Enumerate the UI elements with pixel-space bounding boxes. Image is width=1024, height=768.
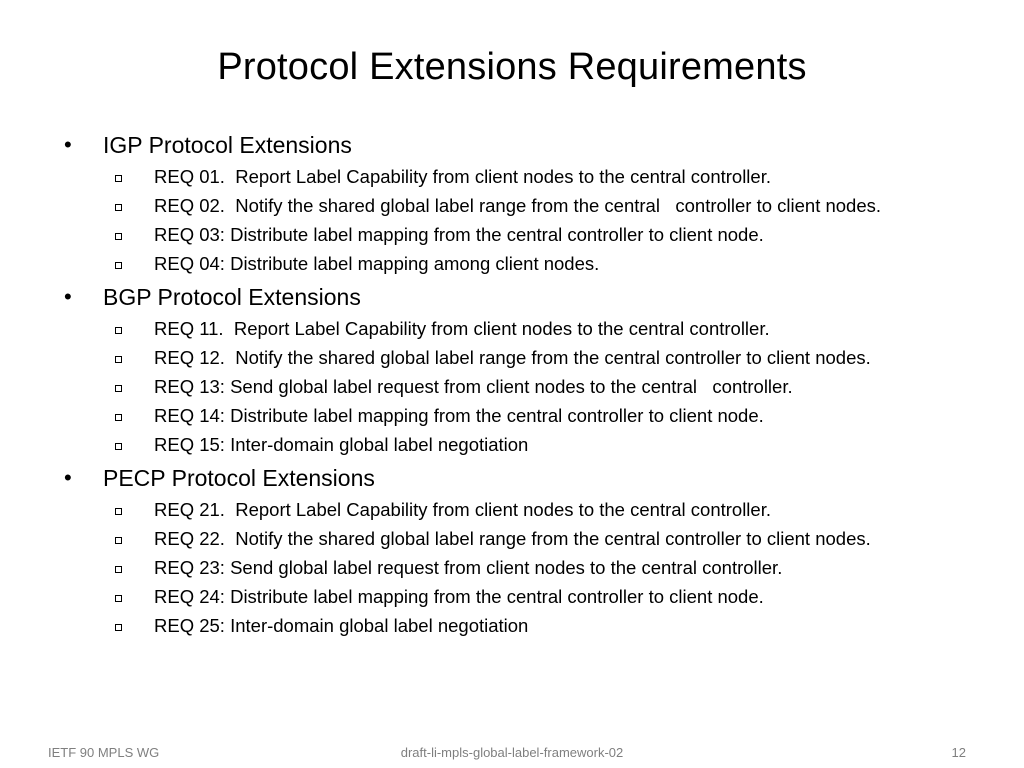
list-item — [58, 615, 978, 637]
square-bullet-icon — [115, 385, 122, 392]
square-bullet-icon — [115, 508, 122, 515]
bullet-dot-icon: • — [64, 132, 72, 157]
list-item-text: REQ 21. Report Label Capability from client nodes to the central controller. — [154, 499, 771, 520]
square-bullet-icon — [115, 595, 122, 602]
bullet-dot-icon: • — [64, 284, 72, 309]
section-igp — [58, 130, 978, 275]
square-bullet-icon — [115, 233, 122, 240]
slide-title: Protocol Extensions Requirements — [217, 46, 807, 88]
list-item — [58, 224, 978, 246]
footer-center: draft-li-mpls-global-label-framework-02 — [400, 745, 624, 760]
square-bullet-icon — [115, 262, 122, 269]
bullet-heading — [58, 282, 978, 312]
list-item-text: REQ 12. Notify the shared global label range from the central controller to client nodes. — [154, 347, 871, 368]
list-item-text: REQ 11. Report Label Capability from client nodes to the central controller. — [154, 318, 770, 339]
square-bullet-icon — [115, 414, 122, 421]
list-item-text: REQ 03: Distribute label mapping from the central controller to client node. — [154, 224, 764, 245]
list-item-text: REQ 02. Notify the shared global label range from the central controller to client nodes. — [154, 195, 882, 216]
square-bullet-icon — [115, 537, 122, 544]
list-item — [58, 166, 978, 188]
list-item — [58, 376, 978, 398]
square-bullet-icon — [115, 566, 122, 573]
list-item-text: REQ 14: Distribute label mapping from the central controller to client node. — [154, 405, 764, 426]
list-item — [58, 434, 978, 456]
square-bullet-icon — [115, 327, 122, 334]
list-item — [58, 557, 978, 579]
section-heading: IGP Protocol Extensions — [103, 132, 352, 158]
list-item — [58, 347, 978, 369]
sub-list — [58, 318, 978, 456]
square-bullet-icon — [115, 624, 122, 631]
list-item-text: REQ 24: Distribute label mapping from the central controller to client node. — [154, 586, 764, 607]
square-bullet-icon — [115, 204, 122, 211]
section-pecp — [58, 463, 978, 637]
list-item-text: REQ 01. Report Label Capability from client nodes to the central controller. — [154, 166, 771, 187]
list-item — [58, 499, 978, 521]
list-item-text: REQ 22. Notify the shared global label range from the central controller to client nodes. — [154, 528, 871, 549]
square-bullet-icon — [115, 443, 122, 450]
list-item-text: REQ 13: Send global label request from client nodes to the central controller. — [154, 376, 793, 397]
bullet-dot-icon: • — [64, 465, 72, 490]
list-item — [58, 405, 978, 427]
page-number: 12 — [951, 745, 966, 760]
section-bgp — [58, 282, 978, 456]
list-item-text: REQ 15: Inter-domain global label negotiation — [154, 434, 529, 455]
section-heading: PECP Protocol Extensions — [103, 465, 375, 491]
bullet-heading — [58, 463, 978, 493]
list-item — [58, 195, 978, 217]
bullet-heading — [58, 130, 978, 160]
list-item — [58, 586, 978, 608]
square-bullet-icon — [115, 356, 122, 363]
section-heading: BGP Protocol Extensions — [103, 284, 361, 310]
list-item — [58, 253, 978, 275]
list-item — [58, 318, 978, 340]
bullet-list — [58, 128, 978, 644]
list-item-text: REQ 25: Inter-domain global label negotiation — [154, 615, 529, 636]
square-bullet-icon — [115, 175, 122, 182]
footer-left: IETF 90 MPLS WG — [48, 745, 160, 760]
sub-list — [58, 499, 978, 637]
sub-list — [58, 166, 978, 275]
list-item-text: REQ 23: Send global label request from client nodes to the central controller. — [154, 557, 783, 578]
list-item-text: REQ 04: Distribute label mapping among client nodes. — [154, 253, 600, 274]
list-item — [58, 528, 978, 550]
